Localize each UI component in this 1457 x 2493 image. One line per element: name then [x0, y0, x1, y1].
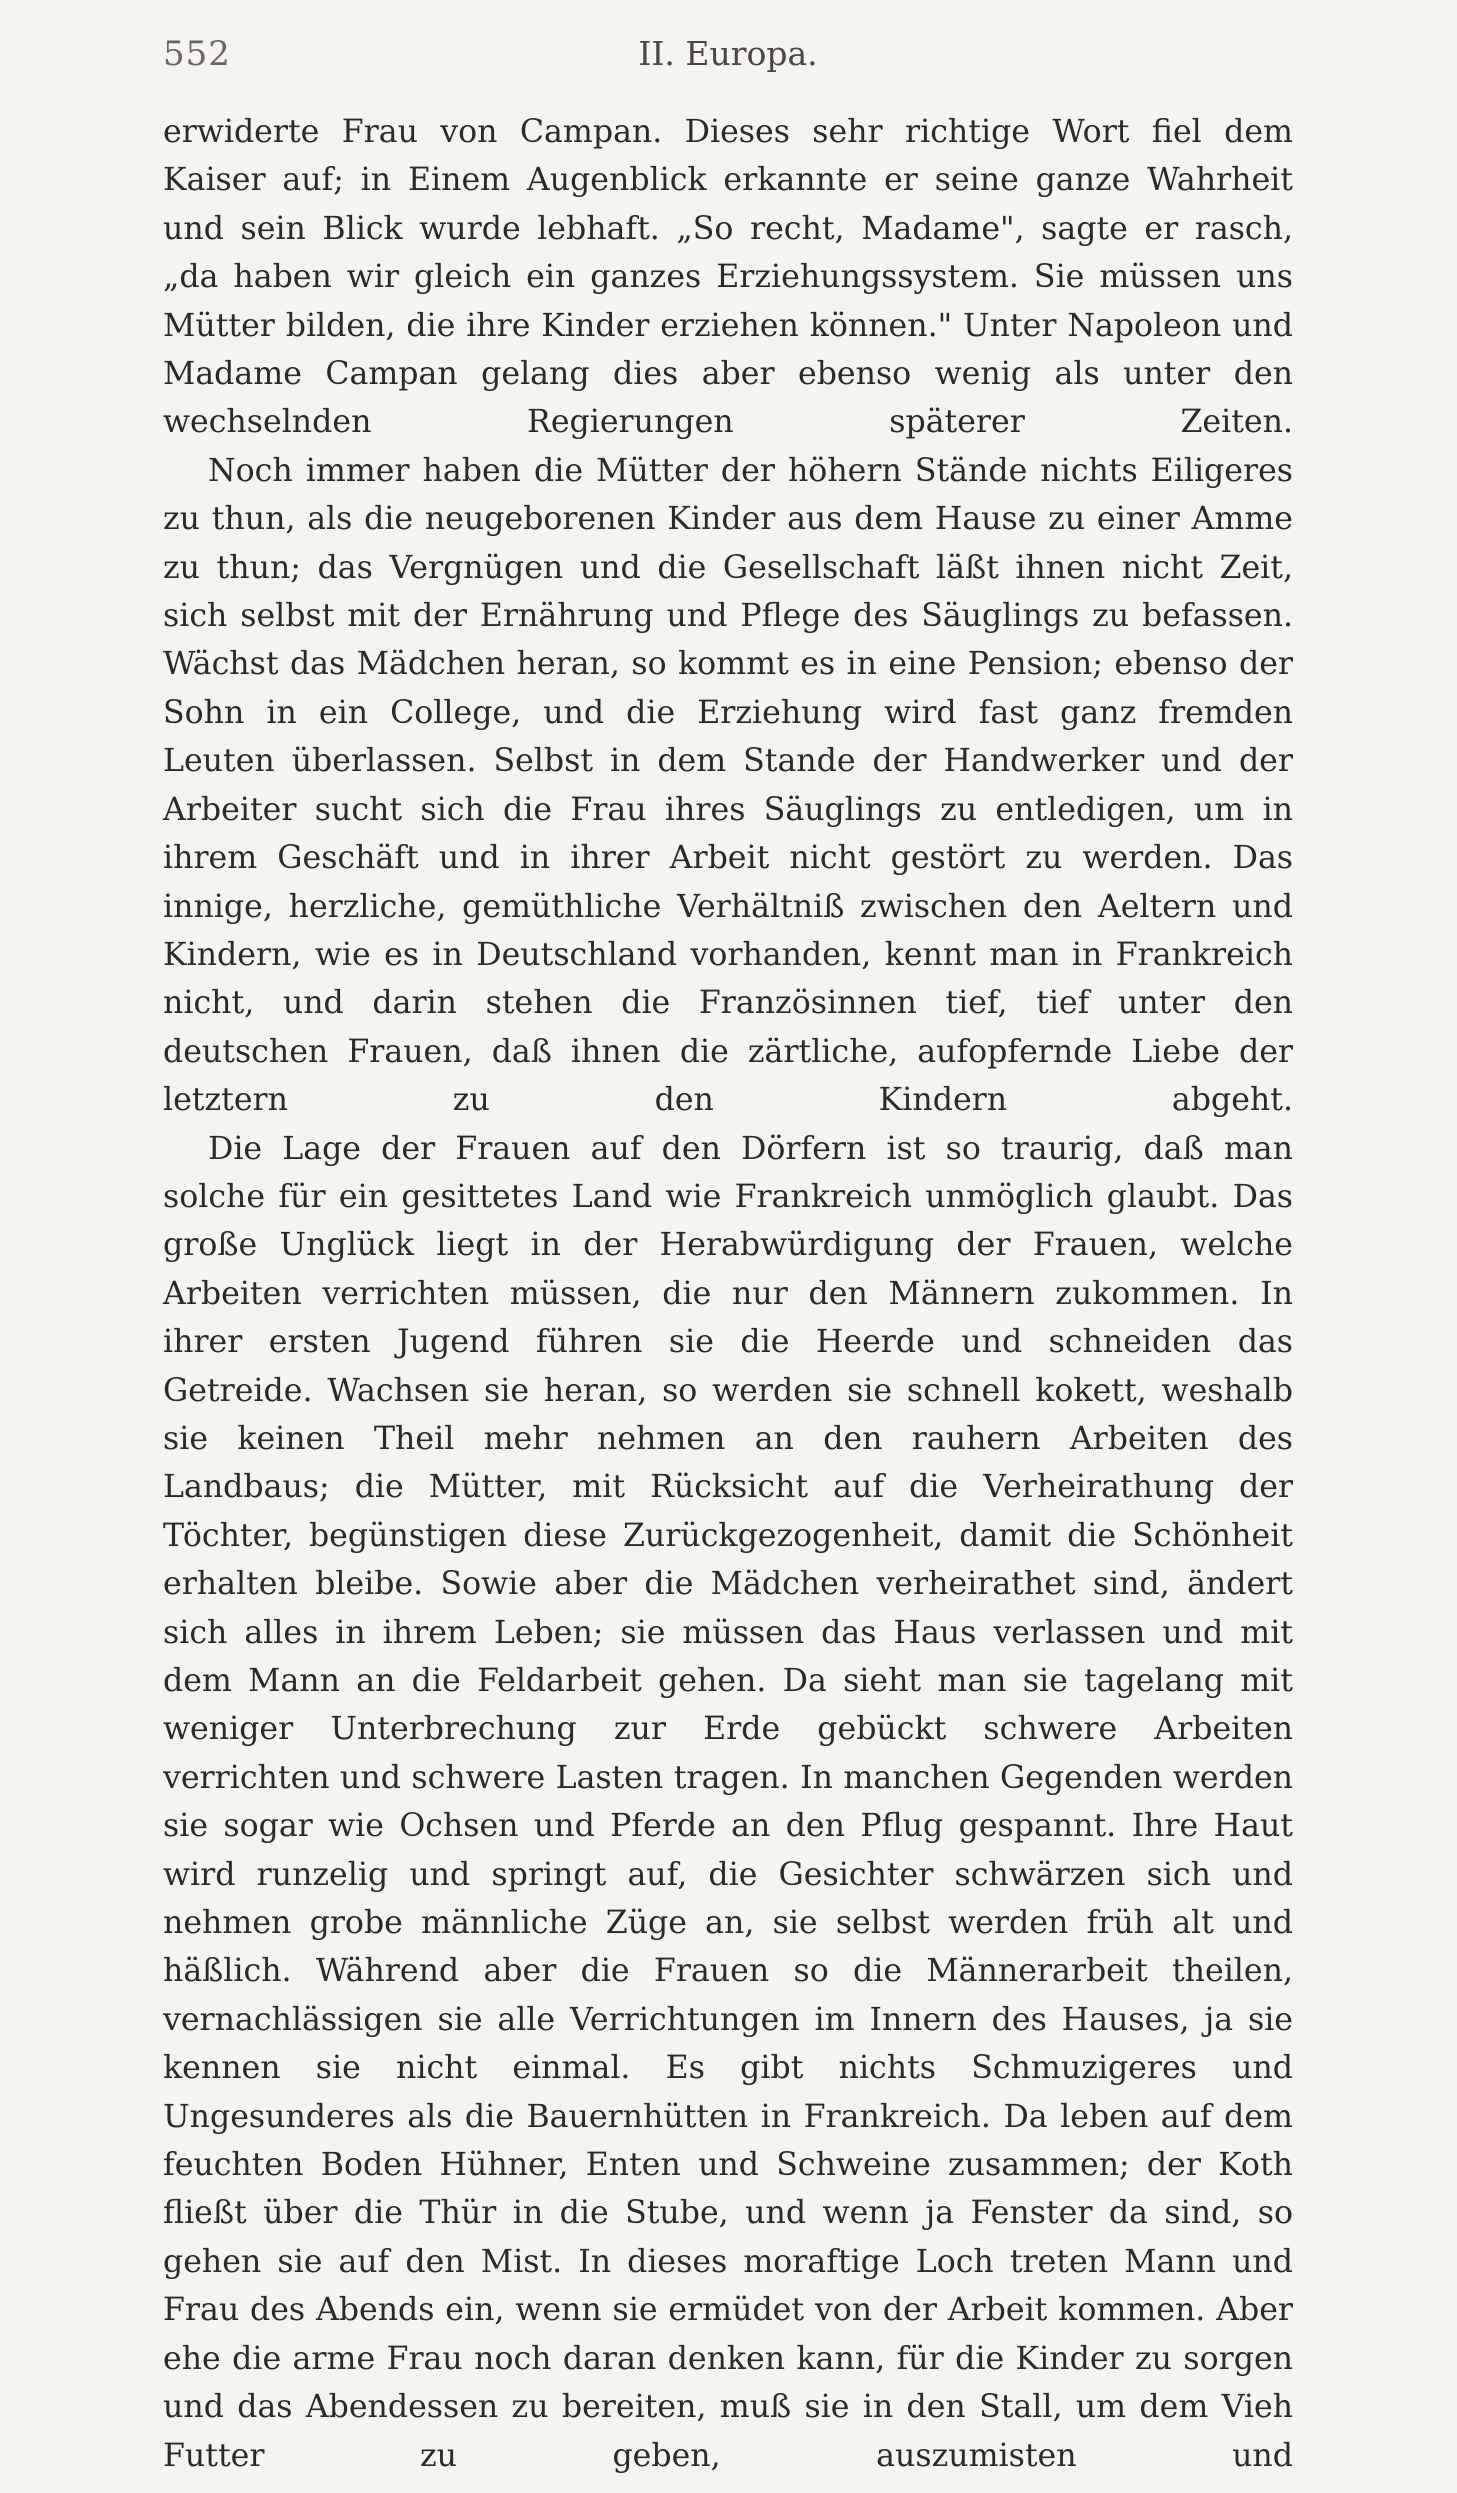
- page-header: [163, 34, 1293, 94]
- paragraph: erwiderte Frau von Campan. Dieses sehr richtige Wort fiel dem Kaiser auf; in Einem Augenblick erkannte er seine ganze Wahrheit und sein Blick wurde lebhaft. „So recht, Madame", sagte er rasch, „da haben wir gleich ein ganzes Erziehungssystem. Sie müssen uns Mütter bilden, die ihre Kinder erziehen können." Unter Napoleon und Madame Campan gelang dies aber ebenso wenig als unter den wechselnden Regierungen späterer Zeiten.: [163, 114, 1293, 441]
- paragraph: Noch immer haben die Mütter der höhern Stände nichts Eiligeres zu thun, als die neugeborenen Kinder aus dem Hause zu einer Amme zu thun; das Vergnügen und die Gesellschaft läßt ihnen nicht Zeit, sich selbst mit der Ernährung und Pflege des Säuglings zu befassen. Wächst das Mädchen heran, so kommt es in eine Pension; ebenso der Sohn in ein College, und die Erziehung wird fast ganz fremden Leuten überlassen. Selbst in dem Stande der Handwerker und der Arbeiter sucht sich die Frau ihres Säuglings zu entledigen, um in ihrem Geschäft und in ihrer Arbeit nicht gestört zu werden. Das innige, herzliche, gemüthliche Verhältniß zwischen den Aeltern und Kindern, wie es in Deutschland vorhanden, kennt man in Frankreich nicht, und darin stehen die Französinnen tief, tief unter den deutschen Frauen, daß ihnen die zärtliche, aufopfernde Liebe der letztern zu den Kindern abgeht.: [163, 452, 1293, 1119]
- body-text: [163, 108, 1293, 2480]
- page-number: 552: [163, 34, 231, 74]
- paragraph: Die Lage der Frauen auf den Dörfern ist so traurig, daß man solche für ein gesittetes Land wie Frankreich unmöglich glaubt. Das große Unglück liegt in der Herabwürdigung der Frauen, welche Arbeiten verrichten müssen, die nur den Männern zukommen. In ihrer ersten Jugend führen sie die Heerde und schneiden das Getreide. Wachsen sie heran, so werden sie schnell kokett, weshalb sie keinen Theil mehr nehmen an den rauhern Arbeiten des Landbaus; die Mütter, mit Rücksicht auf die Verheirathung der Töchter, begünstigen diese Zurückgezogenheit, damit die Schönheit erhalten bleibe. Sowie aber die Mädchen verheirathet sind, ändert sich alles in ihrem Leben; sie müssen das Haus verlassen und mit dem Mann an die Feldarbeit gehen. Da sieht man sie tagelang mit weniger Unterbrechung zur Erde gebückt schwere Arbeiten verrichten und schwere Lasten tragen. In manchen Gegenden werden sie sogar wie Ochsen und Pferde an den Pflug gespannt. Ihre Haut wird runzelig und springt auf, die Gesichter schwärzen sich und nehmen grobe männliche Züge an, sie selbst werden früh alt und häßlich. Während aber die Frauen so die Männerarbeit theilen, vernachlässigen sie alle Verrichtungen im Innern des Hauses, ja sie kennen sie nicht einmal. Es gibt nichts Schmuzigeres und Ungesunderes als die Bauernhütten in Frankreich. Da leben auf dem feuchten Boden Hühner, Enten und Schweine zusammen; der Koth fließt über die Thür in die Stube, und wenn ja Fenster da sind, so gehen sie auf den Mist. In dieses moraftige Loch treten Mann und Frau des Abends ein, wenn sie ermüdet von der Arbeit kommen. Aber ehe die arme Frau noch daran denken kann, für die Kinder zu sorgen und das Abendessen zu bereiten, muß sie in den Stall, um dem Vieh Futter zu geben, auszumisten und: [163, 1130, 1293, 2474]
- running-title: II. Europa.: [638, 34, 818, 73]
